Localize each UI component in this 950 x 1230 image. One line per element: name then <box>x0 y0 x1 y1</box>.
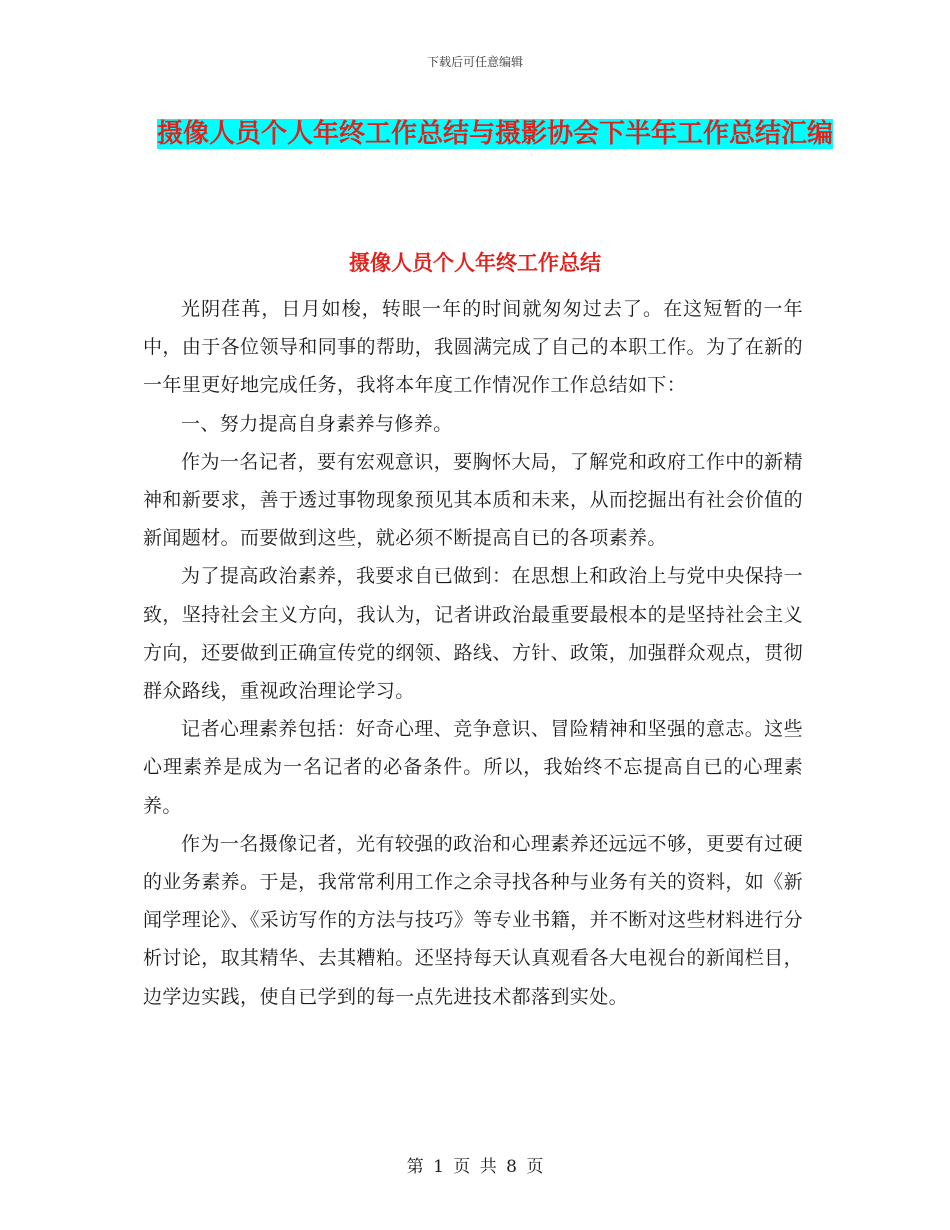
document-title <box>150 108 840 160</box>
paragraph: 作为一名记者，要有宏观意识，要胸怀大局，了解党和政府工作中的新精神和新要求，善于透过事物现象预见其本质和未来，从而挖掘出有社会价值的新闻题材。而要做到这些，就必须不断提高自已的各项素养。 <box>143 450 803 550</box>
header-note: 下载后可任意编辑 <box>426 55 523 69</box>
paragraph: 光阴荏苒，日月如梭，转眼一年的时间就匆匆过去了。在这短暂的一年中，由于各位领导和同事的帮助，我圆满完成了自己的本职工作。为了在新的一年里更好地完成任务，我将本年度工作情况作工作总结如下： <box>143 298 803 397</box>
document-title-text: 摄像人员个人年终工作总结与摄影协会下半年工作总结汇编 <box>156 119 833 149</box>
page-footer: 第 1 页 共 8 页 <box>406 1157 544 1177</box>
body-text <box>143 290 803 1016</box>
paragraph: 一、努力提高自身素养与修养。 <box>181 412 453 435</box>
section-title: 摄像人员个人年终工作总结 <box>349 251 601 275</box>
paragraph: 记者心理素养包括：好奇心理、竞争意识、冒险精神和坚强的意志。这些心理素养是成为一名记者的必备条件。所以，我始终不忘提高自已的心理素养。 <box>143 718 803 817</box>
paragraph: 作为一名摄像记者，光有较强的政治和心理素养还远远不够，更要有过硬的业务素养。于是，我常常利用工作之余寻找各种与业务有关的资料，如《新闻学理论》、《采访写作的方法与技巧》等专业书籍，并不断对这些材料进行分析讨论，取其精华、去其糟粕。还坚持每天认真观看各大电视台的新闻栏目，边学边实践，使自已学到的每一点先进技术都落到实处。 <box>143 832 804 1008</box>
paragraph: 为了提高政治素养，我要求自已做到：在思想上和政治上与党中央保持一致，坚持社会主义方向，我认为，记者讲政治最重要最根本的是坚持社会主义方向，还要做到正确宣传党的纲领、路线、方针、政策，加强群众观点，贯彻群众路线，重视政治理论学习。 <box>143 565 803 703</box>
